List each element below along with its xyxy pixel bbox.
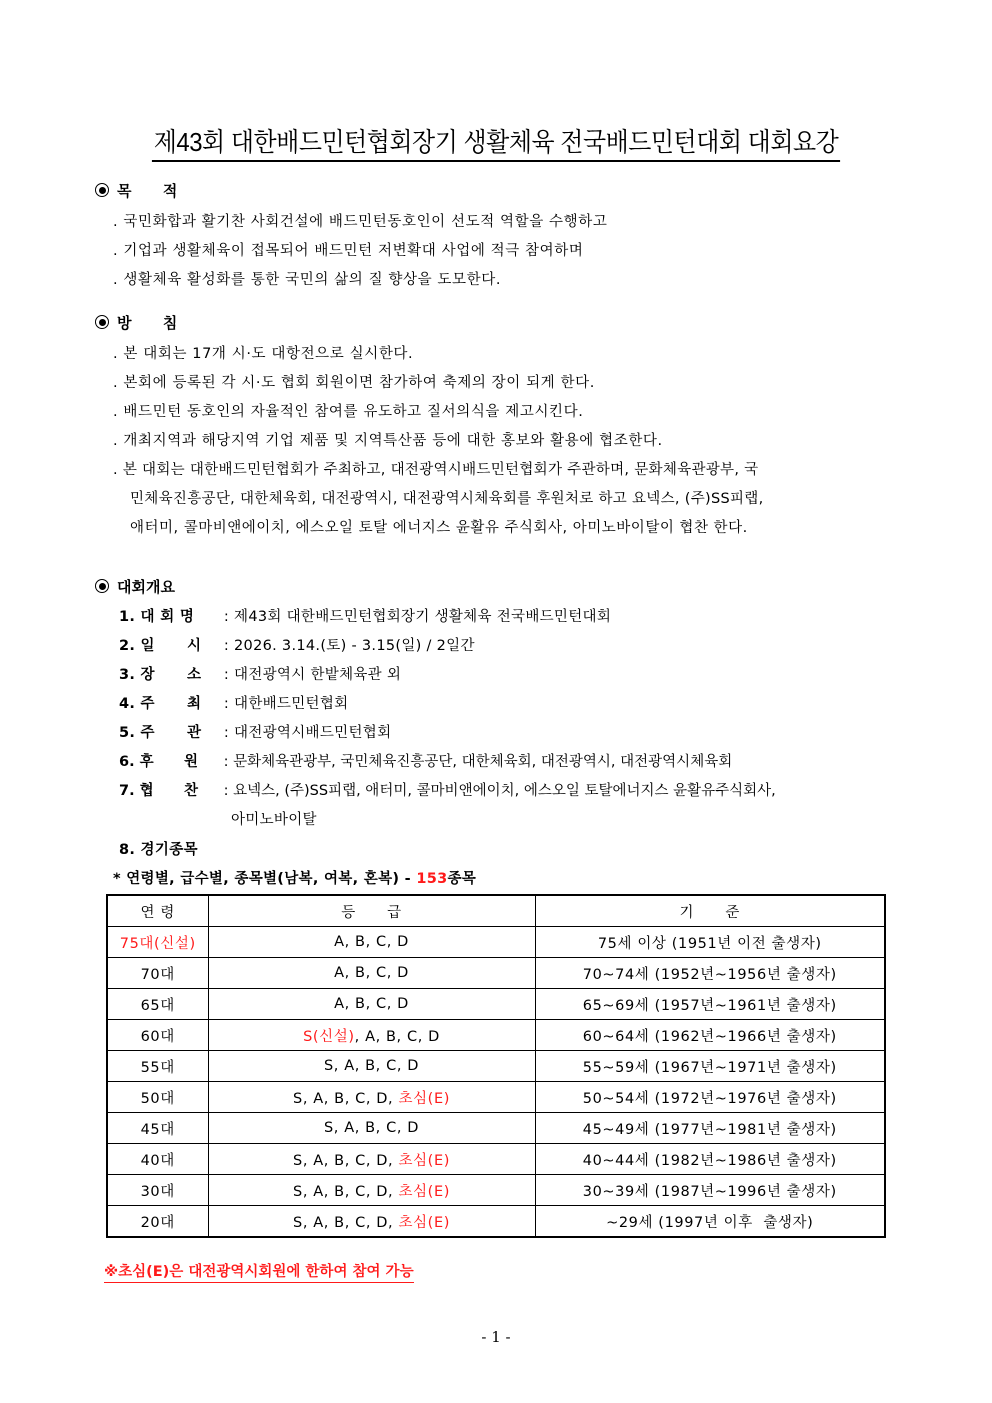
table-row <box>107 1206 885 1238</box>
section-overview-heading <box>95 576 175 597</box>
events-count: 153 <box>416 871 448 887</box>
document-title <box>40 122 953 159</box>
cell-criteria: 30~39세 (1987년~1996년 출생자) <box>535 1175 885 1206</box>
table-row <box>107 927 885 958</box>
cell-age: 55대 <box>107 1051 208 1082</box>
colon: : <box>219 667 235 683</box>
section-policy-title: 방 침 <box>117 314 178 332</box>
category-table <box>106 894 886 1238</box>
cell-grade <box>208 1175 535 1206</box>
section-overview-title: 대회개요 <box>117 578 175 596</box>
section-policy-heading <box>95 312 177 333</box>
events-heading-text: 8. 경기종목 <box>119 842 198 858</box>
bullet-circle-icon <box>95 315 109 329</box>
table-row <box>107 1020 885 1051</box>
overview-item-date <box>119 634 475 655</box>
cell-grade <box>208 1113 535 1144</box>
item-label: 5. 주 관 <box>119 725 202 741</box>
section-purpose-title: 목 적 <box>117 182 178 200</box>
bullet-circle-icon <box>95 579 109 593</box>
cell-age: 45대 <box>107 1113 208 1144</box>
header-age: 연 령 <box>107 895 208 927</box>
header-criteria: 기 준 <box>535 895 885 927</box>
grade-list: S, A, B, C, D, <box>293 1152 399 1169</box>
events-heading <box>119 838 198 859</box>
cell-age: 20대 <box>107 1206 208 1238</box>
cell-grade <box>208 927 535 958</box>
events-suffix: 종목 <box>447 871 477 887</box>
overview-item-host <box>119 692 348 713</box>
purpose-line: . 국민화합과 활기찬 사회건설에 배드민턴동호인이 선도적 역할을 수행하고 <box>113 214 608 230</box>
item-label: 4. 주 최 <box>119 696 202 712</box>
cell-criteria: 55~59세 (1967년~1971년 출생자) <box>535 1051 885 1082</box>
section-purpose-heading <box>95 180 177 201</box>
purpose-line: . 기업과 생활체육이 접목되어 배드민턴 저변확대 사업에 적극 참여하며 <box>113 243 584 259</box>
cell-criteria: 60~64세 (1962년~1966년 출생자) <box>535 1020 885 1051</box>
grade-list: A, B, C, D <box>334 934 409 950</box>
grade-beginner: 초심(E) <box>398 1214 450 1231</box>
grade-list: , A, B, C, D <box>354 1028 440 1045</box>
item-value: 대한배드민턴협회 <box>234 696 349 712</box>
grade-list: S, A, B, C, D, <box>293 1090 399 1107</box>
table-row <box>107 1175 885 1206</box>
grade-list: A, B, C, D <box>334 965 409 981</box>
item-value: 2026. 3.14.(토) - 3.15(일) / 2일간 <box>234 638 475 654</box>
grade-list: A, B, C, D <box>334 996 409 1012</box>
item-label: 2. 일 시 <box>119 638 202 654</box>
table-row <box>107 1051 885 1082</box>
colon: : <box>219 725 235 741</box>
cell-age: 30대 <box>107 1175 208 1206</box>
grade-list: S, A, B, C, D <box>323 1058 420 1074</box>
colon: : <box>219 696 235 712</box>
policy-line: . 본 대회는 대한배드민턴협회가 주최하고, 대전광역시배드민턴협회가 주관하며, 문화체육관광부, 국 <box>113 462 759 478</box>
colon: : <box>219 783 234 799</box>
grade-list: S, A, B, C, D, <box>293 1183 399 1200</box>
item-value: 대전광역시배드민턴협회 <box>234 725 392 741</box>
cell-age: 50대 <box>107 1082 208 1113</box>
colon: : <box>219 638 235 654</box>
cell-criteria: 65~69세 (1957년~1961년 출생자) <box>535 989 885 1020</box>
cell-age: 75대(신설) <box>107 927 208 958</box>
cell-criteria: 70~74세 (1952년~1956년 출생자) <box>535 958 885 989</box>
overview-item-name <box>119 605 611 626</box>
table-header-row <box>107 895 885 927</box>
table-row <box>107 1113 885 1144</box>
cell-grade <box>208 989 535 1020</box>
colon: : <box>219 754 234 770</box>
cell-grade <box>208 1144 535 1175</box>
overview-item-organizer <box>119 721 391 742</box>
policy-line: . 배드민턴 동호인의 자율적인 참여를 유도하고 질서의식을 제고시킨다. <box>113 404 584 420</box>
cell-criteria: 50~54세 (1972년~1976년 출생자) <box>535 1082 885 1113</box>
item-value: 요넥스, (주)SS피랩, 애터미, 콜마비앤에이치, 에스오일 토탈에너지스 윤활유주식회사, <box>233 783 776 799</box>
cell-criteria: 40~44세 (1982년~1986년 출생자) <box>535 1144 885 1175</box>
item-value: 대전광역시 한밭체육관 외 <box>234 667 402 683</box>
cell-grade <box>208 1020 535 1051</box>
cell-age: 40대 <box>107 1144 208 1175</box>
cell-criteria: ~29세 (1997년 이후 출생자) <box>535 1206 885 1238</box>
bullet-circle-icon <box>95 183 109 197</box>
table-row <box>107 989 885 1020</box>
item-value: 제43회 대한배드민턴협회장기 생활체육 전국배드민턴대회 <box>234 609 612 625</box>
header-grade: 등 급 <box>208 895 535 927</box>
overview-item-sponsor <box>119 750 732 771</box>
overview-item-cosponsor-continued: 아미노바이탈 <box>231 812 317 828</box>
policy-line-continued: 애터미, 콜마비앤에이치, 에스오일 토탈 에너지스 윤활유 주식회사, 아미노바이탈이 협찬 한다. <box>130 520 748 536</box>
cell-age: 65대 <box>107 989 208 1020</box>
table-row <box>107 958 885 989</box>
grade-list: S, A, B, C, D <box>323 1120 420 1136</box>
item-label: 6. 후 원 <box>119 754 198 770</box>
cell-grade <box>208 1206 535 1238</box>
overview-item-venue <box>119 663 401 684</box>
item-label: 1. 대 회 명 <box>119 609 195 625</box>
grade-beginner: 초심(E) <box>398 1090 450 1107</box>
item-value: 문화체육관광부, 국민체육진흥공단, 대한체육회, 대전광역시, 대전광역시체육회 <box>233 754 733 770</box>
policy-line: . 본회에 등록된 각 시·도 협회 회원이면 참가하여 축제의 장이 되게 한다. <box>113 375 595 391</box>
grade-beginner: 초심(E) <box>398 1152 450 1169</box>
grade-list: S, A, B, C, D, <box>293 1214 399 1231</box>
item-label: 3. 장 소 <box>119 667 202 683</box>
table-row <box>107 1082 885 1113</box>
footnote: ※초심(E)은 대전광역시회원에 한하여 참여 가능 <box>104 1260 414 1283</box>
policy-line: . 본 대회는 17개 시·도 대항전으로 실시한다. <box>113 346 414 362</box>
cell-grade <box>208 1082 535 1113</box>
item-label: 7. 협 찬 <box>119 783 198 799</box>
events-summary <box>113 867 476 888</box>
colon: : <box>219 609 235 625</box>
page-number: - 1 - <box>481 1328 511 1346</box>
document-title-text: 제43회 대한배드민턴협회장기 생활체육 전국배드민턴대회 대회요강 <box>152 127 840 162</box>
cell-age: 60대 <box>107 1020 208 1051</box>
grade-new: S(신설) <box>303 1028 355 1045</box>
cell-criteria: 75세 이상 (1951년 이전 출생자) <box>535 927 885 958</box>
overview-item-cosponsor <box>119 779 776 800</box>
cell-age: 70대 <box>107 958 208 989</box>
events-prefix: * 연령별, 급수별, 종목별(남복, 여복, 혼복) - <box>113 871 417 887</box>
grade-beginner: 초심(E) <box>398 1183 450 1200</box>
policy-line: . 개최지역과 해당지역 기업 제품 및 지역특산품 등에 대한 홍보와 활용에 협조한다. <box>113 433 663 449</box>
purpose-line: . 생활체육 활성화를 통한 국민의 삶의 질 향상을 도모한다. <box>113 272 502 288</box>
cell-criteria: 45~49세 (1977년~1981년 출생자) <box>535 1113 885 1144</box>
cell-grade <box>208 958 535 989</box>
table-row <box>107 1144 885 1175</box>
policy-line-continued: 민체육진흥공단, 대한체육회, 대전광역시, 대전광역시체육회를 후원처로 하고 요넥스, (주)SS피랩, <box>130 491 764 507</box>
cell-grade <box>208 1051 535 1082</box>
